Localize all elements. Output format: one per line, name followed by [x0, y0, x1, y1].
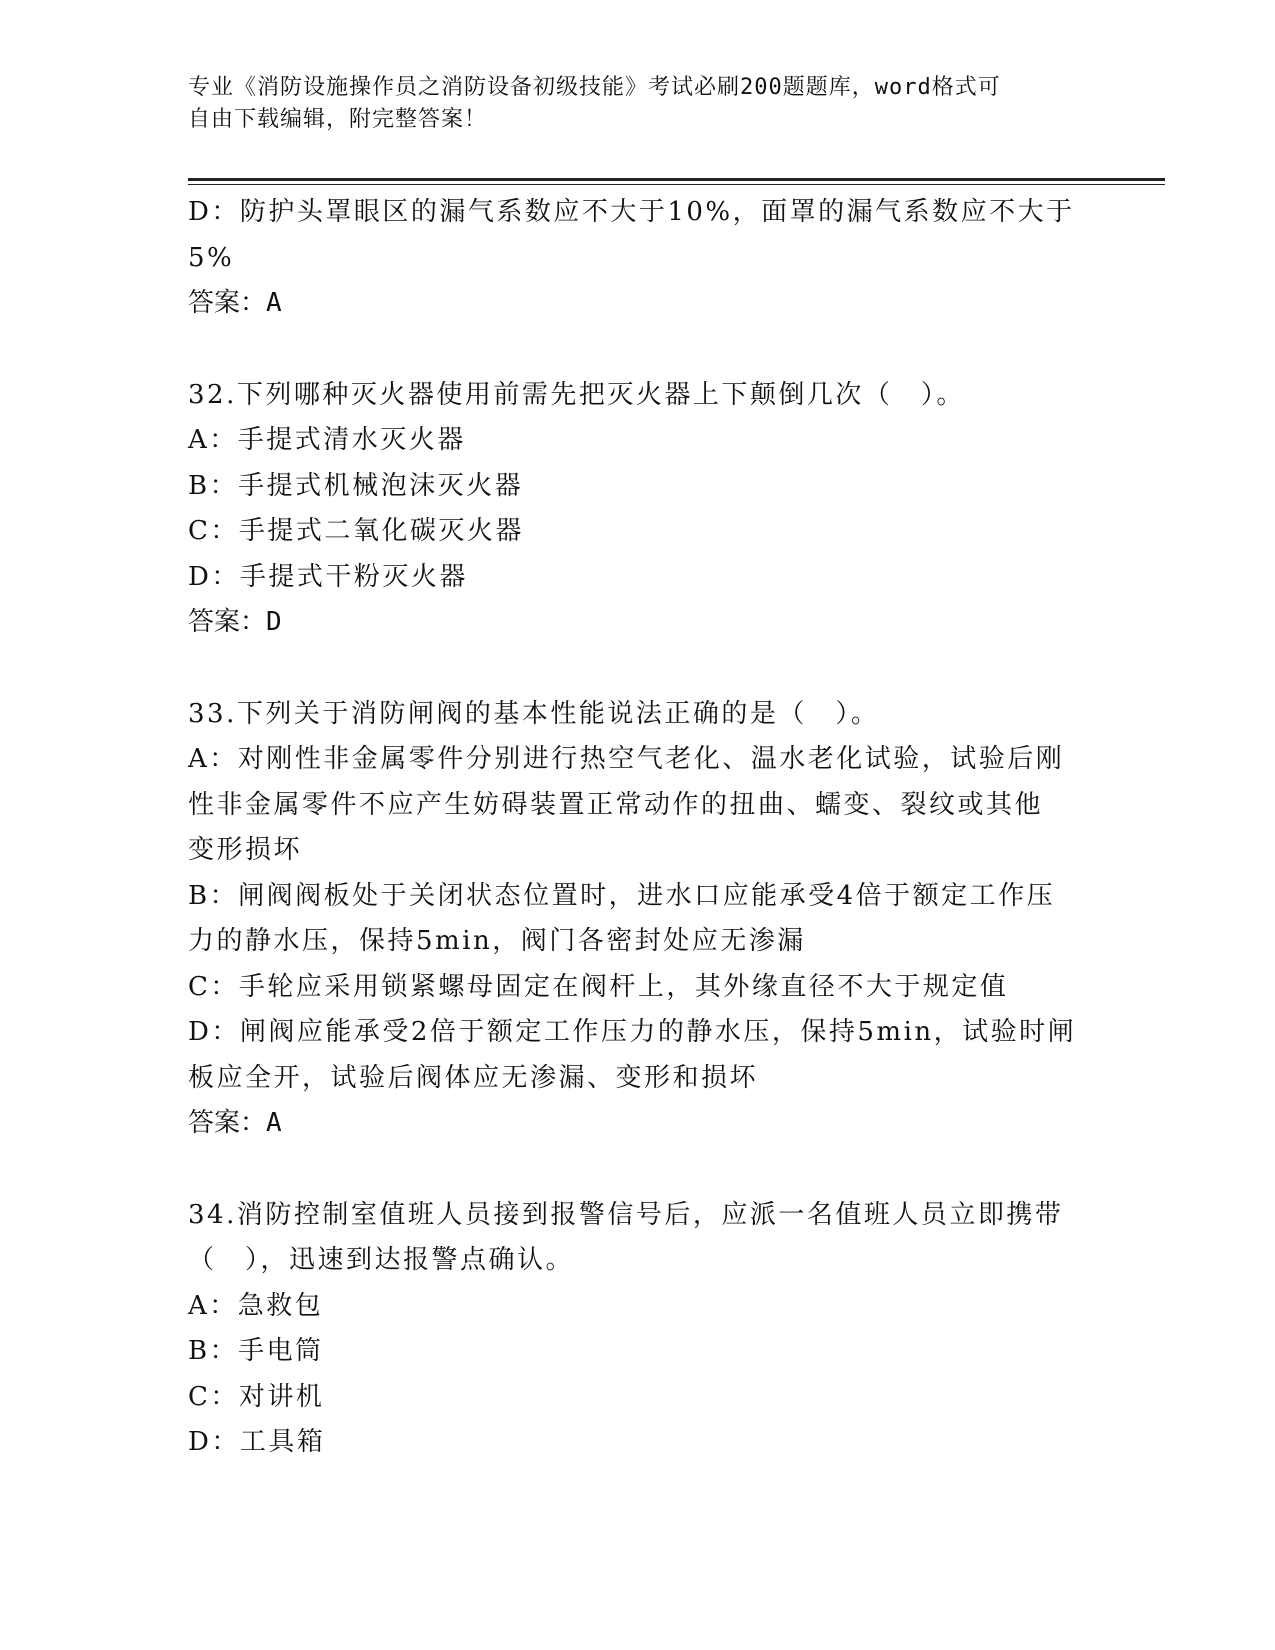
option-b-line-1: B：闸阀阀板处于关闭状态位置时，进水口应能承受4倍于额定工作压 [188, 880, 1056, 911]
question-34 [188, 1193, 1088, 1466]
question-text-line-2: （ ），迅速到达报警点确认。 [188, 1245, 575, 1275]
document-header [188, 72, 1068, 136]
option-c: C：对讲机 [188, 1381, 325, 1412]
option-c: C：手提式二氧化碳灭火器 [188, 516, 524, 546]
question-text: 33.下列关于消防闸阀的基本性能说法正确的是（ ）。 [188, 698, 880, 729]
spacer [188, 646, 1088, 692]
option-a-line-2: 性非金属零件不应产生妨碍装置正常动作的扭曲、蠕变、裂纹或其他 [188, 789, 1044, 820]
option-d-line-1: D：防护头罩眼区的漏气系数应不大于10%，面罩的漏气系数应不大于 [188, 197, 1075, 227]
option-d-line-1: D：闸阀应能承受2倍于额定工作压力的静水压，保持5min，试验时闸 [188, 1017, 1077, 1047]
answer-line: 答案：D [188, 607, 282, 637]
answer-line: 答案：A [188, 1108, 282, 1138]
option-d-line-2: 5% [188, 242, 235, 273]
option-c: C：手轮应采用锁紧螺母固定在阀杆上，其外缘直径不大于规定值 [188, 971, 1009, 1002]
option-a-line-1: A：对刚性非金属零件分别进行热空气老化、温水老化试验，试验后刚 [188, 744, 1065, 774]
header-title-line-1: 专业《消防设施操作员之消防设备初级技能》考试必刷200题题库，word格式可 [188, 75, 1001, 100]
spacer [188, 327, 1088, 373]
question-text-line-1: 34.消防控制室值班人员接到报警信号后，应派一名值班人员立即携带 [188, 1199, 1064, 1230]
option-b: B：手提式机械泡沫灭火器 [188, 470, 524, 501]
option-d: D：手提式干粉灭火器 [188, 561, 468, 592]
option-a: A：手提式清水灭火器 [188, 425, 466, 455]
answer-line: 答案：A [188, 288, 282, 318]
option-b: B：手电筒 [188, 1336, 324, 1366]
question-31-tail [188, 190, 1088, 327]
question-32 [188, 373, 1088, 646]
question-content [188, 190, 1088, 1466]
option-d-line-2: 板应全开，试验后阀体应无渗漏、变形和损坏 [188, 1062, 759, 1093]
question-33 [188, 692, 1088, 1147]
question-text: 32.下列哪种灭火器使用前需先把灭火器上下颠倒几次（ ）。 [188, 379, 965, 410]
option-a: A：急救包 [188, 1290, 324, 1321]
option-d: D：工具箱 [188, 1427, 326, 1457]
header-title-line-2: 自由下载编辑，附完整答案！ [188, 107, 488, 132]
spacer [188, 1147, 1088, 1193]
header-divider [188, 178, 1165, 181]
option-b-line-2: 力的静水压，保持5min，阀门各密封处应无渗漏 [188, 926, 806, 956]
option-a-line-3: 变形损坏 [188, 835, 303, 865]
